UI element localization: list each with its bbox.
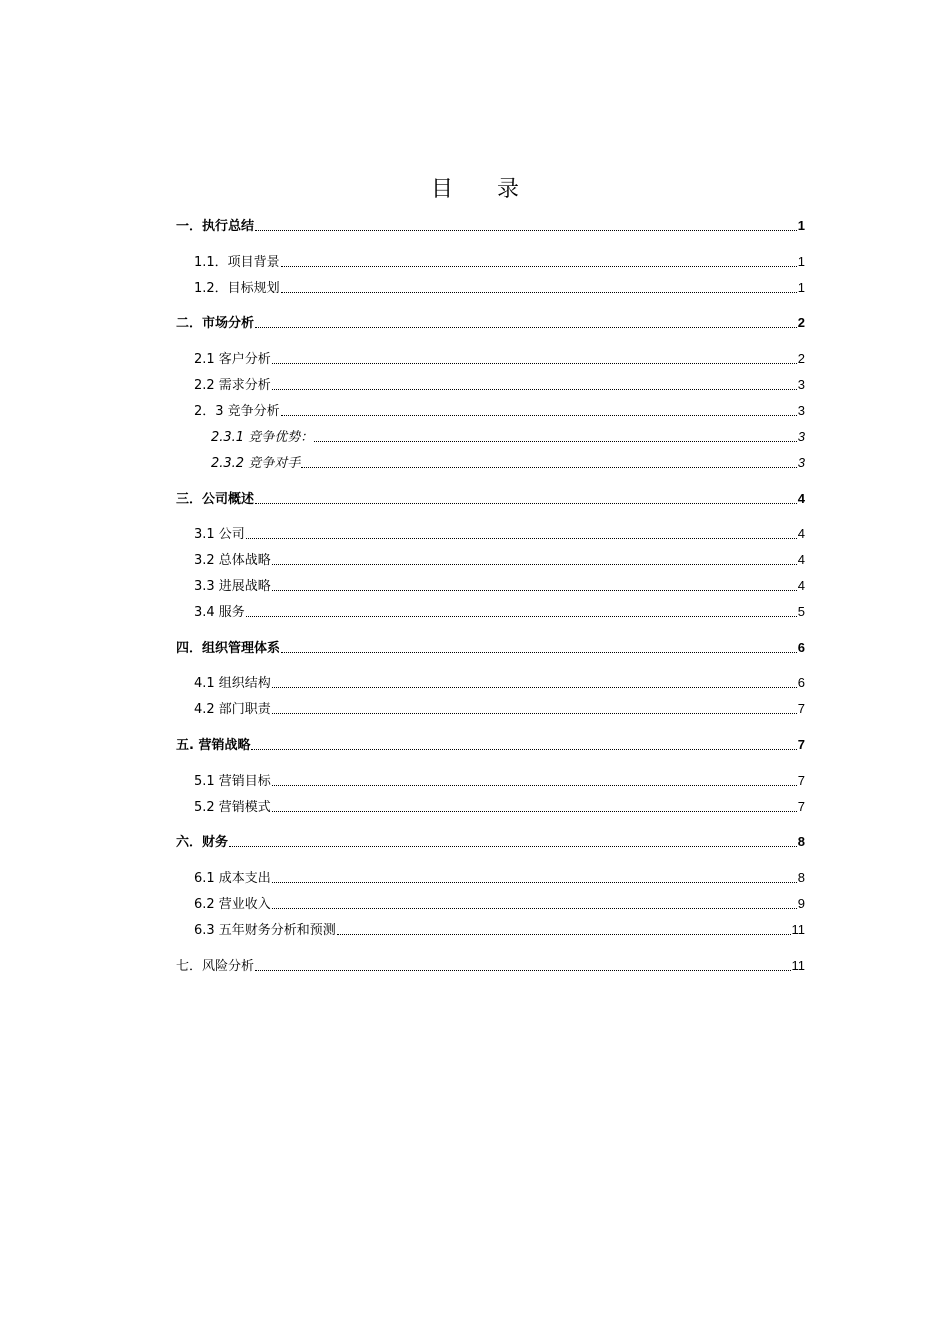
toc-entry-section[interactable] [194,576,805,596]
toc-entry-text: 2．3 竞争分析 [194,404,280,419]
toc-entry-section[interactable] [194,252,805,272]
dot-leader [272,810,797,812]
toc-entry-section[interactable] [194,894,805,914]
toc-entry-text: 一．执行总结 [176,219,255,234]
toc-entry-page: 4 [797,552,805,567]
toc-entry-text: 4.2 部门职责 [194,702,271,717]
dot-leader [272,388,797,390]
toc-entry-section[interactable] [194,673,805,693]
dot-leader [255,229,797,231]
toc-entry-text: 四．组织管理体系 [176,641,281,656]
toc-entry-page: 4 [797,578,805,593]
dot-leader [272,686,797,688]
toc-entry-chapter[interactable] [176,489,805,509]
toc-entry-section[interactable] [194,920,805,940]
toc-entry-chapter[interactable] [176,956,805,976]
toc-entry-chapter[interactable] [176,832,805,852]
toc-entry-text: 5.1 营销目标 [194,774,271,789]
dot-leader [272,362,797,364]
toc-entry-section[interactable] [194,349,805,369]
toc-entry-subsection[interactable] [211,427,805,447]
toc-entry-text: 三．公司概述 [176,492,255,507]
dot-leader [255,969,790,971]
toc-entry-text: 6.3 五年财务分析和预测 [194,923,336,938]
toc-entry-page: 5 [797,604,805,619]
toc-entry-chapter[interactable] [176,735,805,755]
toc-entry-section[interactable] [194,699,805,719]
toc-entry-text: 2.2 需求分析 [194,378,271,393]
toc-entry-text: 2.3.1 竞争优势： [211,430,314,445]
toc-entry-page: 6 [797,675,805,690]
dot-leader [281,651,797,653]
toc-entry-page: 3 [797,377,805,392]
toc-entry-page: 6 [797,640,805,655]
toc-entry-text: 3.3 进展战略 [194,579,271,594]
dot-leader [251,748,796,750]
dot-leader [246,537,797,539]
toc-entry-text: 2.3.2 竞争对手 [211,456,301,471]
toc-entry-section[interactable] [194,550,805,570]
toc-entry-text: 4.1 组织结构 [194,676,271,691]
toc-entry-section[interactable] [194,375,805,395]
dot-leader [272,563,797,565]
toc-entry-text: 3.4 服务 [194,605,245,620]
toc-entry-text: 1.1．项目背景 [194,255,280,270]
toc-entry-page: 3 [797,429,805,444]
dot-leader [301,466,797,468]
toc-entry-page: 3 [797,403,805,418]
toc-entry-section[interactable] [194,868,805,888]
toc-entry-text: 3.2 总体战略 [194,553,271,568]
dot-leader [272,881,797,883]
toc-entry-text: 二．市场分析 [176,316,255,331]
toc-entry-page: 4 [797,491,805,506]
toc-entry-section[interactable] [194,771,805,791]
toc-entry-chapter[interactable] [176,313,805,333]
toc-entry-text: 2.1 客户分析 [194,352,271,367]
toc-entry-page: 11 [791,922,805,937]
toc-title-char: 录 [497,177,520,202]
toc-entry-section[interactable] [194,602,805,622]
toc-entry-page: 2 [797,351,805,366]
toc-entry-page: 2 [797,315,805,330]
toc-entry-page: 1 [797,280,805,295]
dot-leader [255,502,797,504]
toc-entry-chapter[interactable] [176,638,805,658]
toc-entry-text: 五. 营销战略 [176,738,251,753]
toc-entry-text: 1.2．目标规划 [194,281,280,296]
toc-entry-page: 7 [797,799,805,814]
toc-entry-chapter[interactable] [176,216,805,236]
toc-entry-page: 8 [797,834,805,849]
toc-entry-text: 六．财务 [176,835,229,850]
toc-entry-text: 6.1 成本支出 [194,871,271,886]
dot-leader [281,414,797,416]
toc-entry-subsection[interactable] [211,453,805,473]
toc-title-char: 目 [430,177,453,202]
dot-leader [272,589,797,591]
dot-leader [255,326,797,328]
toc-entry-section[interactable] [194,278,805,298]
toc-entry-text: 3.1 公司 [194,527,245,542]
toc-entry-page: 1 [797,254,805,269]
toc-entry-page: 8 [797,870,805,885]
dot-leader [272,784,797,786]
toc-title [0,172,950,208]
toc-entry-section[interactable] [194,524,805,544]
toc-entry-page: 7 [797,701,805,716]
dot-leader [272,712,797,714]
toc-entry-text: 6.2 营业收入 [194,897,271,912]
dot-leader [314,440,797,442]
toc-entry-page: 7 [797,737,805,752]
dot-leader [272,907,797,909]
toc-entry-section[interactable] [194,401,805,421]
toc-entry-section[interactable] [194,797,805,817]
dot-leader [337,933,791,935]
dot-leader [281,291,797,293]
dot-leader [229,845,797,847]
toc-entry-page: 1 [797,218,805,233]
toc-entry-page: 4 [797,526,805,541]
toc-entry-text: 5.2 营销模式 [194,800,271,815]
dot-leader [246,615,797,617]
dot-leader [281,265,797,267]
toc-entry-page: 11 [791,958,805,973]
toc-entry-page: 7 [797,773,805,788]
toc-entry-page: 3 [797,455,805,470]
toc-entry-text: 七．风险分析 [176,959,255,974]
toc-entry-page: 9 [797,896,805,911]
